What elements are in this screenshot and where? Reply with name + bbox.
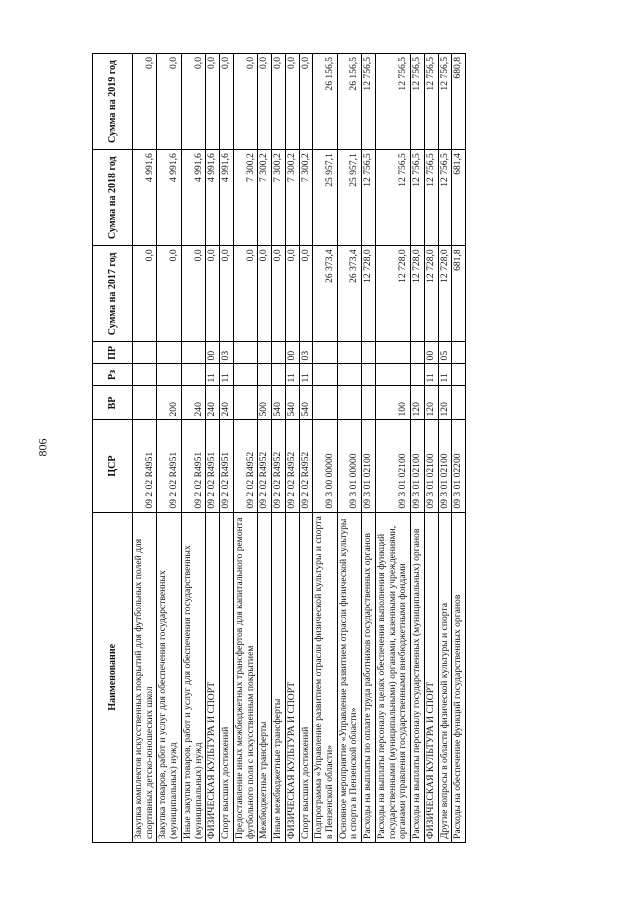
cell-2018: 681,4 xyxy=(452,150,466,246)
cell-2017: 0,0 xyxy=(206,246,220,342)
cell-2017: 12 728,0 xyxy=(411,246,425,342)
cell-pr xyxy=(272,342,286,364)
cell-2018: 7 300,2 xyxy=(233,150,257,246)
cell-vr xyxy=(133,386,157,420)
cell-2019: 0,0 xyxy=(285,54,299,150)
cell-pr: 00 xyxy=(206,342,220,364)
cell-2017: 26 373,4 xyxy=(313,246,337,342)
cell-2019: 12 756,5 xyxy=(424,54,438,150)
cell-2017: 0,0 xyxy=(157,246,181,342)
cell-vr: 200 xyxy=(157,386,181,420)
cell-name: Расходы на выплаты по оплате труда работников государственных органов xyxy=(362,512,376,842)
cell-2019: 12 756,5 xyxy=(362,54,376,150)
cell-rz: 11 xyxy=(299,364,313,386)
cell-pr xyxy=(362,342,376,364)
cell-vr: 120 xyxy=(438,386,452,420)
cell-vr xyxy=(233,386,257,420)
cell-rz: 11 xyxy=(285,364,299,386)
cell-2017: 12 728,0 xyxy=(438,246,452,342)
header-vr: ВР xyxy=(93,386,133,420)
cell-pr xyxy=(157,342,181,364)
cell-2017: 12 728,0 xyxy=(424,246,438,342)
cell-csr: 09 2 02 R4951 xyxy=(206,420,220,512)
header-2017: Сумма на 2017 год xyxy=(93,246,133,342)
cell-vr: 100 xyxy=(375,386,410,420)
table-row xyxy=(337,54,361,843)
cell-name: Подпрограмма «Управление развитием отрасли физической культуры и спорта в Пензенской области» xyxy=(313,512,337,842)
cell-rz xyxy=(452,364,466,386)
cell-vr xyxy=(362,386,376,420)
cell-vr: 540 xyxy=(272,386,286,420)
cell-2017: 26 373,4 xyxy=(337,246,361,342)
cell-2018: 12 756,5 xyxy=(362,150,376,246)
table-header-row xyxy=(93,54,133,843)
cell-2017: 0,0 xyxy=(233,246,257,342)
cell-2017: 12 728,0 xyxy=(362,246,376,342)
cell-2017: 0,0 xyxy=(181,246,205,342)
table-row xyxy=(362,54,376,843)
cell-csr: 09 3 01 02100 xyxy=(362,420,376,512)
cell-csr: 09 2 02 R4951 xyxy=(157,420,181,512)
cell-2019: 0,0 xyxy=(258,54,272,150)
cell-2017: 0,0 xyxy=(258,246,272,342)
cell-2019: 12 756,5 xyxy=(411,54,425,150)
cell-2018: 25 957,1 xyxy=(313,150,337,246)
cell-rz: 11 xyxy=(206,364,220,386)
cell-2018: 12 756,5 xyxy=(375,150,410,246)
cell-rz xyxy=(233,364,257,386)
cell-pr: 00 xyxy=(285,342,299,364)
cell-rz xyxy=(362,364,376,386)
cell-rz: 11 xyxy=(438,364,452,386)
cell-name: Расходы на выплаты персоналу государственных (муниципальных) органов xyxy=(411,512,425,842)
cell-2017: 0,0 xyxy=(299,246,313,342)
table-row xyxy=(438,54,452,843)
cell-2017: 681,8 xyxy=(452,246,466,342)
header-2018: Сумма на 2018 год xyxy=(93,150,133,246)
cell-csr: 09 2 02 R4951 xyxy=(220,420,234,512)
cell-vr: 120 xyxy=(424,386,438,420)
cell-2019: 0,0 xyxy=(181,54,205,150)
cell-rz xyxy=(258,364,272,386)
cell-vr: 240 xyxy=(206,386,220,420)
cell-csr: 09 2 02 R4951 xyxy=(181,420,205,512)
cell-2019: 26 156,5 xyxy=(337,54,361,150)
header-rz: Рз xyxy=(93,364,133,386)
cell-csr: 09 3 01 02100 xyxy=(411,420,425,512)
cell-vr xyxy=(337,386,361,420)
table-row xyxy=(424,54,438,843)
table-row xyxy=(272,54,286,843)
cell-2019: 0,0 xyxy=(206,54,220,150)
cell-name: ФИЗИЧЕСКАЯ КУЛЬТУРА И СПОРТ xyxy=(285,512,299,842)
cell-rz xyxy=(411,364,425,386)
table-row xyxy=(157,54,181,843)
cell-2019: 0,0 xyxy=(299,54,313,150)
budget-table xyxy=(92,53,466,843)
cell-2018: 7 300,2 xyxy=(272,150,286,246)
table-row xyxy=(233,54,257,843)
cell-pr: 03 xyxy=(299,342,313,364)
cell-pr xyxy=(313,342,337,364)
cell-name: Иные межбюджетные трансферты xyxy=(272,512,286,842)
cell-pr: 03 xyxy=(220,342,234,364)
cell-rz: 11 xyxy=(424,364,438,386)
cell-csr: 09 2 02 R4952 xyxy=(299,420,313,512)
cell-rz xyxy=(133,364,157,386)
page-number: 806 xyxy=(35,438,50,457)
cell-pr xyxy=(181,342,205,364)
cell-vr: 540 xyxy=(285,386,299,420)
cell-2019: 12 756,5 xyxy=(438,54,452,150)
cell-2019: 0,0 xyxy=(220,54,234,150)
header-csr: ЦСР xyxy=(93,420,133,512)
cell-csr: 09 3 01 02200 xyxy=(452,420,466,512)
cell-pr xyxy=(337,342,361,364)
cell-2018: 4 991,6 xyxy=(133,150,157,246)
cell-name: ФИЗИЧЕСКАЯ КУЛЬТУРА И СПОРТ xyxy=(206,512,220,842)
header-2019: Сумма на 2019 год xyxy=(93,54,133,150)
cell-rz xyxy=(375,364,410,386)
cell-pr: 05 xyxy=(438,342,452,364)
cell-csr: 09 2 02 R4952 xyxy=(233,420,257,512)
cell-name: Спорт высших достижений xyxy=(220,512,234,842)
cell-vr: 240 xyxy=(181,386,205,420)
cell-rz xyxy=(272,364,286,386)
rotated-content xyxy=(92,53,566,843)
table-row xyxy=(375,54,410,843)
cell-name: Закупка комплектов искусственных покрытий для футбольных полей для спортивных детско-юношеских школ xyxy=(133,512,157,842)
cell-vr xyxy=(313,386,337,420)
cell-csr: 09 3 01 02100 xyxy=(438,420,452,512)
cell-2018: 7 300,2 xyxy=(285,150,299,246)
cell-pr xyxy=(133,342,157,364)
cell-name: Основное мероприятие «Управление развитием отрасли физической культуры и спорта в Пензенской области» xyxy=(337,512,361,842)
cell-2018: 4 991,6 xyxy=(206,150,220,246)
cell-csr: 09 3 01 00000 xyxy=(337,420,361,512)
cell-vr: 120 xyxy=(411,386,425,420)
cell-2017: 0,0 xyxy=(133,246,157,342)
cell-name: Расходы на выплаты персоналу в целях обеспечения выполнения функций государственными (муниципальными) органами, казенными учреждениями, органами управления государственными внебюджетными фондами xyxy=(375,512,410,842)
cell-name: Закупка товаров, работ и услуг для обеспечения государственных (муниципальных) нужд xyxy=(157,512,181,842)
cell-2019: 12 756,5 xyxy=(375,54,410,150)
table-row xyxy=(299,54,313,843)
cell-rz xyxy=(337,364,361,386)
cell-pr xyxy=(375,342,410,364)
cell-csr: 09 3 01 02100 xyxy=(375,420,410,512)
cell-name: Расходы на обеспечение функций государственных органов xyxy=(452,512,466,842)
cell-rz: 11 xyxy=(220,364,234,386)
table-row xyxy=(452,54,466,843)
cell-csr: 09 2 02 R4952 xyxy=(258,420,272,512)
cell-2018: 7 300,2 xyxy=(258,150,272,246)
cell-pr xyxy=(411,342,425,364)
cell-2019: 680,8 xyxy=(452,54,466,150)
table-row xyxy=(220,54,234,843)
cell-2019: 0,0 xyxy=(157,54,181,150)
cell-pr xyxy=(233,342,257,364)
table-row xyxy=(258,54,272,843)
cell-name: Иные закупки товаров, работ и услуг для обеспечения государственных (муниципальных) нужд xyxy=(181,512,205,842)
cell-csr: 09 2 02 R4951 xyxy=(133,420,157,512)
table-row xyxy=(313,54,337,843)
table-row xyxy=(181,54,205,843)
cell-2018: 4 991,6 xyxy=(157,150,181,246)
cell-name: ФИЗИЧЕСКАЯ КУЛЬТУРА И СПОРТ xyxy=(424,512,438,842)
cell-name: Спорт высших достижений xyxy=(299,512,313,842)
cell-rz xyxy=(181,364,205,386)
cell-pr xyxy=(258,342,272,364)
cell-2018: 4 991,6 xyxy=(181,150,205,246)
cell-pr: 00 xyxy=(424,342,438,364)
cell-csr: 09 2 02 R4952 xyxy=(272,420,286,512)
cell-2019: 0,0 xyxy=(272,54,286,150)
cell-2019: 0,0 xyxy=(133,54,157,150)
cell-2019: 26 156,5 xyxy=(313,54,337,150)
cell-name: Предоставление иных межбюджетных трансфертов для капитального ремонта футбольного поля с искусственным покрытием xyxy=(233,512,257,842)
cell-vr: 500 xyxy=(258,386,272,420)
cell-csr: 09 2 02 R4952 xyxy=(285,420,299,512)
cell-2017: 12 728,0 xyxy=(375,246,410,342)
cell-2018: 7 300,2 xyxy=(299,150,313,246)
cell-2018: 12 756,5 xyxy=(424,150,438,246)
cell-pr xyxy=(452,342,466,364)
header-pr: ПР xyxy=(93,342,133,364)
cell-2018: 25 957,1 xyxy=(337,150,361,246)
cell-2017: 0,0 xyxy=(220,246,234,342)
table-row xyxy=(411,54,425,843)
header-name: Наименование xyxy=(93,512,133,842)
cell-csr: 09 3 01 02100 xyxy=(424,420,438,512)
cell-2017: 0,0 xyxy=(272,246,286,342)
cell-2018: 4 991,6 xyxy=(220,150,234,246)
cell-vr: 540 xyxy=(299,386,313,420)
cell-rz xyxy=(157,364,181,386)
cell-name: Межбюджетные трансферты xyxy=(258,512,272,842)
cell-2019: 0,0 xyxy=(233,54,257,150)
cell-vr: 240 xyxy=(220,386,234,420)
table-row xyxy=(206,54,220,843)
cell-csr: 09 3 00 00000 xyxy=(313,420,337,512)
cell-2018: 12 756,5 xyxy=(411,150,425,246)
cell-2017: 0,0 xyxy=(285,246,299,342)
cell-name: Другие вопросы в области физической культуры и спорта xyxy=(438,512,452,842)
cell-2018: 12 756,5 xyxy=(438,150,452,246)
cell-vr xyxy=(452,386,466,420)
cell-rz xyxy=(313,364,337,386)
table-row xyxy=(285,54,299,843)
table-row xyxy=(133,54,157,843)
